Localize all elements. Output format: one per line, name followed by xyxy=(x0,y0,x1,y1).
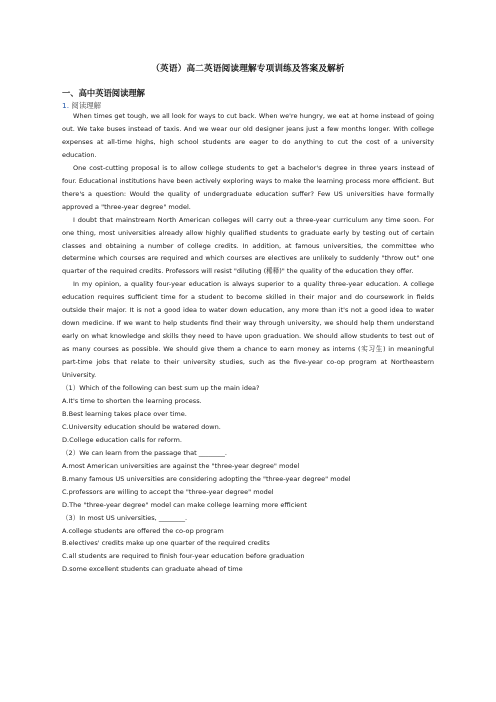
passage-paragraph: In my opinion, a quality four-year education is always superior to a quality three-year education. A college education requires sufficient time for a student to become skilled in their major and do coursework in fields outside their major. It is not a good idea to water down education, any more than it's not a good idea to water down medicine. If we want to help students find their way through university, we should help them understand early on what knowledge and skills they need to have upon graduation. We should allow students to test out of as many courses as possible. We should give them a chance to earn money as interns (实习生) in meaningful part-time jobs that relate to their university studies, such as the five-year co-op program at Northeastern University. xyxy=(62,280,434,380)
answer-option: D.The "three-year degree" model can make college learning more efficient xyxy=(62,500,307,509)
answer-option: C.professors are willing to accept the "three-year degree" model xyxy=(62,487,274,496)
answer-option: B.electives' credits make up one quarter of the required credits xyxy=(62,539,270,548)
section-heading: 一、高中英语阅读理解 xyxy=(62,88,145,98)
answer-option: A.It's time to shorten the learning process. xyxy=(62,396,202,405)
passage-paragraph: I doubt that mainstream North American colleges will carry out a three-year curriculum any time soon. For one thing, most universities already allow highly qualified students to graduate early by testing out of certain classes and obtaining a number of college credits. In addition, at famous universities, the committee who determine which courses are required and which courses are electives are unlikely to suddenly "throw out" one quarter of the required credits. Professors will resist "diluting (稀释)" the quality of the education they offer. xyxy=(62,215,434,276)
answer-option: D.College education calls for reform. xyxy=(62,435,182,444)
answer-option: B.many famous US universities are considering adopting the "three-year degree" model xyxy=(62,474,351,483)
document-title: （英语）高二英语阅读理解专项训练及答案及解析 xyxy=(151,64,345,74)
passage-paragraph: When times get tough, we all look for ways to cut back. When we're hungry, we eat at home instead of going out. We take buses instead of taxis. And we wear our old designer jeans just a few months longer. With college expenses at all-time highs, high school students are eager to do anything to cut the cost of a university education. xyxy=(62,112,434,159)
answer-option: C.all students are required to finish four-year education before graduation xyxy=(62,552,305,561)
answer-option: C.University education should be watered down. xyxy=(62,422,221,431)
answer-option: A.college students are offered the co-op program xyxy=(62,526,224,535)
question-stem: （2）We can learn from the passage that ________. xyxy=(62,448,228,457)
question-number: 1. xyxy=(62,101,70,110)
passage-paragraph: One cost-cutting proposal is to allow college students to get a bachelor's degree in three years instead of four. Educational institutions have been actively exploring ways to make the learning process more efficient. But there's a question: Would the quality of undergraduate education suffer? Few US universities have formally approved a "three-year degree" model. xyxy=(62,163,434,211)
answer-option: B.Best learning takes place over time. xyxy=(62,409,187,418)
question-stem: （1）Which of the following can best sum up the main idea? xyxy=(62,384,260,393)
answer-option: D.some excellent students can graduate ahead of time xyxy=(62,565,243,574)
answer-option: A.most American universities are against the "three-year degree" model xyxy=(62,461,300,470)
passage-body xyxy=(62,110,434,576)
question-stem: （3）In most US universities, ________. xyxy=(62,513,188,522)
question-type: 阅读理解 xyxy=(71,101,101,110)
